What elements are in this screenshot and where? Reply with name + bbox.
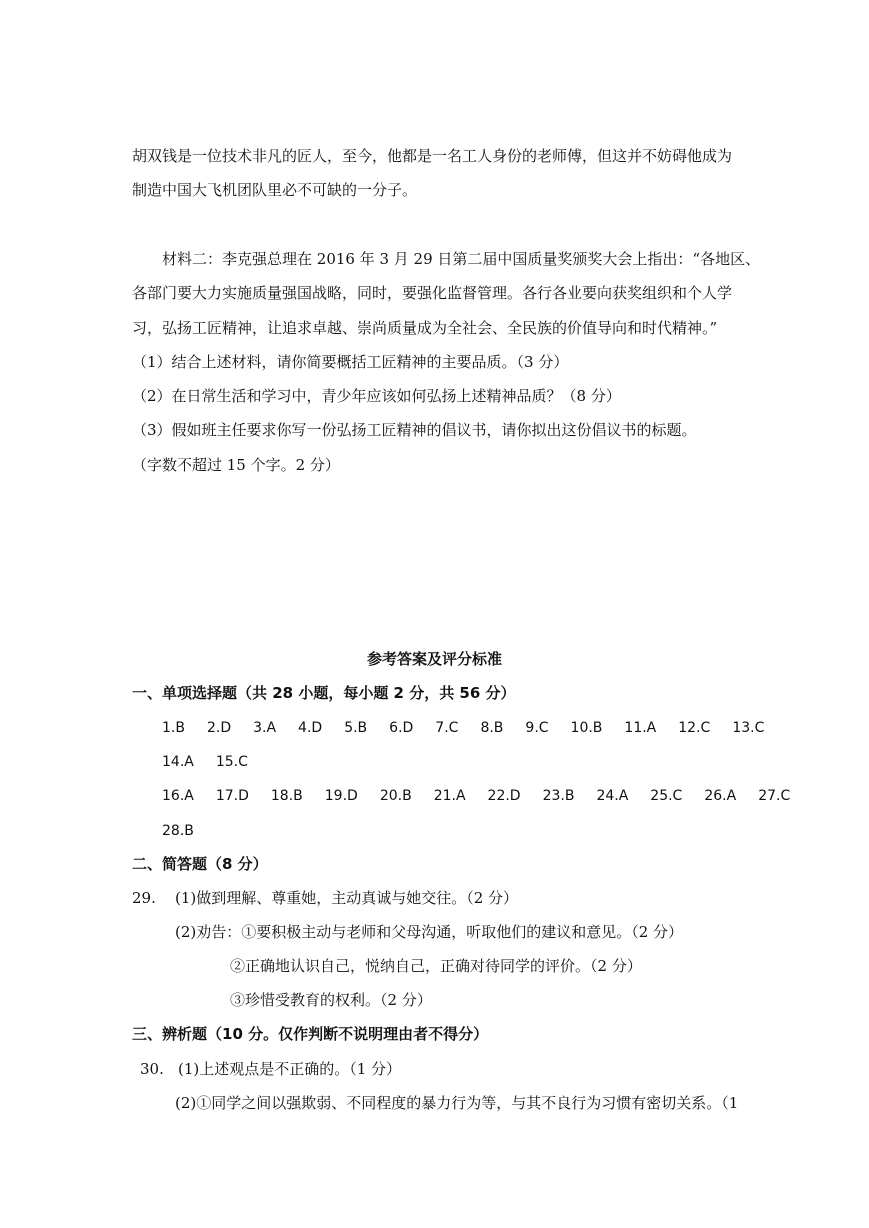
answer-item: 20.B: [379, 788, 412, 804]
question-1: （1）结合上述材料，请你简要概括工匠精神的主要品质。（3 分）: [132, 353, 569, 371]
answer-item: 28.B: [162, 823, 194, 839]
question-29-answer-2: (2)劝告：①要积极主动与老师和父母沟通，听取他们的建议和意见。（2 分）: [175, 923, 684, 941]
material-two-line-3: 习，弘扬工匠精神，让追求卓越、崇尚质量成为全社会、全民族的价值导向和时代精神。”: [132, 319, 718, 337]
answer-item: 16.A: [162, 788, 194, 804]
answer-item: 8.B: [480, 720, 504, 736]
question-3-line-1: （3）假如班主任要求你写一份弘扬工匠精神的倡议书，请你拟出这份倡议书的标题。: [132, 421, 697, 439]
answer-item: 14.A: [162, 754, 194, 770]
question-29-number: 29.: [132, 889, 156, 907]
answer-item: 11.A: [624, 720, 657, 736]
answer-item: 15.C: [215, 754, 248, 770]
material-two-line-2: 各部门要大力实施质量强国战略，同时，要强化监督管理。各行各业要向获奖组织和个人学: [132, 284, 733, 302]
answer-item: 18.B: [270, 788, 303, 804]
material-two-line-1: 材料二：李克强总理在 2016 年 3 月 29 日第二届中国质量奖颁奖大会上指出：“各地区、: [162, 250, 761, 268]
answer-item: 19.D: [324, 788, 358, 804]
question-29-answer-4: ③珍惜受教育的权利。（2 分）: [230, 991, 432, 1009]
answer-row-1: [162, 717, 786, 738]
answer-item: 21.A: [433, 788, 466, 804]
answer-item: 5.B: [344, 720, 368, 736]
answer-row-2: [162, 751, 270, 772]
answer-item: 17.D: [215, 788, 249, 804]
answer-item: 2.D: [206, 720, 232, 736]
answer-item: 1.B: [162, 720, 185, 736]
material-paragraph-1-line-2: 制造中国大飞机团队里必不可缺的一分子。: [132, 181, 418, 199]
question-3-line-2: （字数不超过 15 个字。2 分）: [132, 456, 340, 474]
answer-item: 26.A: [704, 788, 737, 804]
answer-item: 10.B: [570, 720, 603, 736]
answers-title: 参考答案及评分标准: [366, 650, 502, 668]
answer-item: 7.C: [435, 720, 459, 736]
question-2: （2）在日常生活和学习中，青少年应该如何弘扬上述精神品质？（8 分）: [132, 387, 621, 405]
answer-item: 24.A: [596, 788, 629, 804]
answer-item: 3.A: [253, 720, 277, 736]
answer-item: 25.C: [650, 788, 683, 804]
answer-row-3: [162, 785, 812, 806]
answer-item: 27.C: [758, 788, 791, 804]
answer-item: 9.C: [525, 720, 549, 736]
question-30-answer-2: (2)①同学之间以强欺弱、不同程度的暴力行为等，与其不良行为习惯有密切关系。（1: [175, 1094, 739, 1112]
answer-item: 13.C: [732, 720, 765, 736]
answer-row-4: [162, 820, 216, 841]
answer-item: 4.D: [298, 720, 323, 736]
question-30-answer-1: (1)上述观点是不正确的。（1 分）: [178, 1060, 402, 1078]
answer-item: 12.C: [678, 720, 711, 736]
section-2-heading: 二、简答题（8 分）: [132, 855, 268, 873]
answer-item: 22.D: [487, 788, 521, 804]
question-30-number: 30.: [140, 1060, 164, 1078]
material-paragraph-1-line-1: 胡双钱是一位技术非凡的匠人，至今，他都是一名工人身份的老师傅，但这并不妨碍他成为: [132, 147, 733, 165]
section-1-heading: 一、单项选择题（共 28 小题，每小题 2 分，共 56 分）: [132, 684, 516, 702]
answer-item: 23.B: [542, 788, 575, 804]
section-3-heading: 三、辨析题（10 分。仅作判断不说明理由者不得分）: [132, 1025, 489, 1043]
question-29-answer-3: ②正确地认识自己，悦纳自己，正确对待同学的评价。（2 分）: [230, 957, 642, 975]
question-29-answer-1: (1)做到理解、尊重她，主动真诚与她交往。（2 分）: [175, 889, 519, 907]
answer-item: 6.D: [389, 720, 414, 736]
